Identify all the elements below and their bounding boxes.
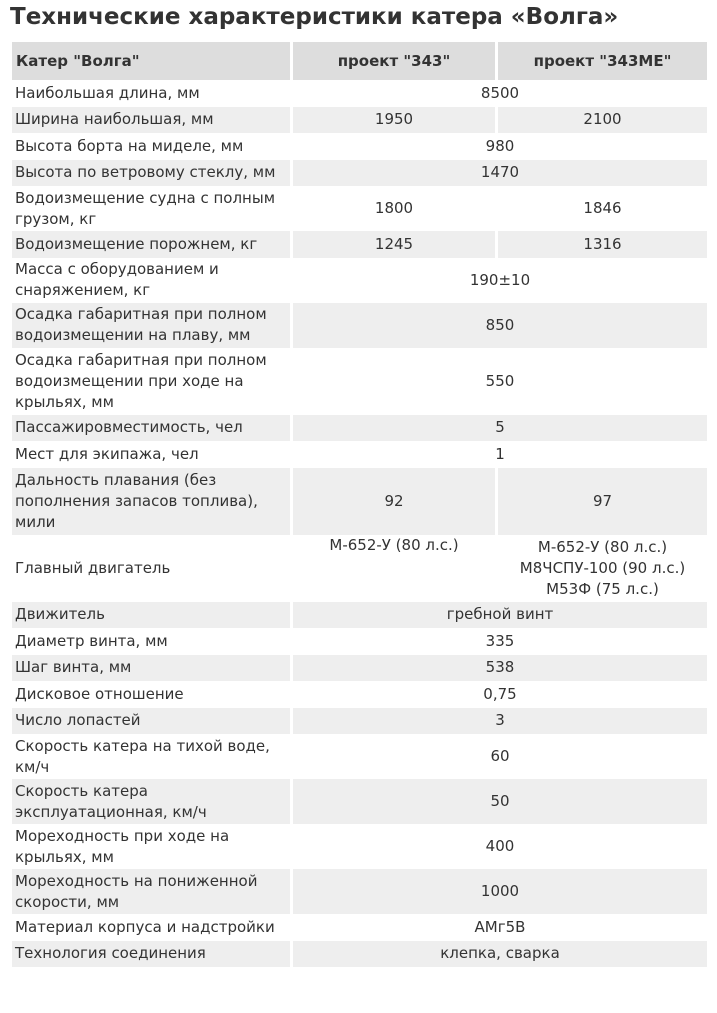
row-value-343: 92	[293, 468, 498, 535]
header-project-343: проект "343"	[293, 42, 498, 80]
table-row	[12, 824, 707, 869]
row-value: 980	[293, 133, 707, 160]
row-label: Масса с оборудованием и снаряжением, кг	[12, 258, 293, 303]
table-row	[12, 468, 707, 535]
page-title: Технические характеристики катера «Волга»	[10, 4, 619, 30]
row-label: Скорость катера на тихой воде, км/ч	[12, 734, 293, 779]
table-row	[12, 107, 707, 134]
row-value-343me: 1316	[498, 231, 707, 258]
row-label: Движитель	[12, 602, 293, 629]
table-row	[12, 602, 707, 629]
table-row	[12, 914, 707, 941]
table-header-row	[12, 42, 707, 80]
table-row	[12, 869, 707, 914]
engine-343: М-652-У (80 л.с.)	[329, 535, 459, 554]
table-row	[12, 628, 707, 655]
row-label: Мореходность при ходе на крыльях, мм	[12, 824, 293, 869]
row-value: 60	[293, 734, 707, 779]
row-label: Диаметр винта, мм	[12, 628, 293, 655]
engine-343me-1: М-652-У (80 л.с.)	[537, 537, 668, 556]
row-label: Дисковое отношение	[12, 681, 293, 708]
row-value-343	[293, 535, 498, 602]
row-label: Осадка габаритная при полном водоизмещении при ходе на крыльях, мм	[12, 348, 293, 415]
table-row	[12, 303, 707, 348]
row-label: Осадка габаритная при полном водоизмещении на плаву, мм	[12, 303, 293, 348]
table-row	[12, 160, 707, 187]
row-value: клепка, сварка	[293, 941, 707, 968]
row-value: 8500	[293, 80, 707, 107]
table-row	[12, 441, 707, 468]
header-boat: Катер "Волга"	[12, 42, 293, 80]
row-value-343me: 1846	[498, 186, 707, 231]
row-label: Пассажировместимость, чел	[12, 415, 293, 442]
row-value: 850	[293, 303, 707, 348]
engine-343me-2: М8ЧСПУ-100 (90 л.с.)	[519, 558, 686, 577]
row-label: Мореходность на пониженной скорости, мм	[12, 869, 293, 914]
table-row	[12, 535, 707, 602]
row-label: Шаг винта, мм	[12, 655, 293, 682]
row-value: 1	[293, 441, 707, 468]
row-value: 5	[293, 415, 707, 442]
row-value: 538	[293, 655, 707, 682]
row-label: Дальность плавания (без пополнения запасов топлива), мили	[12, 468, 293, 535]
row-value-343me: 97	[498, 468, 707, 535]
row-value: 400	[293, 824, 707, 869]
row-label: Водоизмещение порожнем, кг	[12, 231, 293, 258]
row-label: Высота борта на миделе, мм	[12, 133, 293, 160]
table-row	[12, 734, 707, 779]
row-value: 550	[293, 348, 707, 415]
row-value-343me: 2100	[498, 107, 707, 134]
table-row	[12, 231, 707, 258]
row-label: Высота по ветровому стеклу, мм	[12, 160, 293, 187]
table-row	[12, 186, 707, 231]
row-value: 50	[293, 779, 707, 824]
row-label: Материал корпуса и надстройки	[12, 914, 293, 941]
row-label: Главный двигатель	[12, 535, 293, 602]
row-label: Мест для экипажа, чел	[12, 441, 293, 468]
row-value-343: 1800	[293, 186, 498, 231]
table-row	[12, 655, 707, 682]
header-project-343me: проект "343МЕ"	[498, 42, 707, 80]
row-value-343: 1245	[293, 231, 498, 258]
spec-table	[12, 42, 707, 967]
table-row	[12, 348, 707, 415]
row-value-343: 1950	[293, 107, 498, 134]
row-label: Число лопастей	[12, 708, 293, 735]
row-value: 0,75	[293, 681, 707, 708]
row-value: 1470	[293, 160, 707, 187]
table-row	[12, 681, 707, 708]
table-row	[12, 779, 707, 824]
table-row	[12, 415, 707, 442]
table-row	[12, 258, 707, 303]
row-value: 1000	[293, 869, 707, 914]
engine-343me-3: М53Ф (75 л.с.)	[546, 579, 659, 598]
row-value: гребной винт	[293, 602, 707, 629]
table-row	[12, 80, 707, 107]
row-label: Технология соединения	[12, 941, 293, 968]
row-value-343me	[498, 535, 707, 602]
row-label: Наибольшая длина, мм	[12, 80, 293, 107]
row-value: 335	[293, 628, 707, 655]
table-row	[12, 941, 707, 968]
table-row	[12, 708, 707, 735]
row-label: Ширина наибольшая, мм	[12, 107, 293, 134]
row-label: Водоизмещение судна с полным грузом, кг	[12, 186, 293, 231]
row-value: 3	[293, 708, 707, 735]
row-value: АМг5В	[293, 914, 707, 941]
row-label: Скорость катера эксплуатационная, км/ч	[12, 779, 293, 824]
row-value: 190±10	[293, 258, 707, 303]
table-row	[12, 133, 707, 160]
